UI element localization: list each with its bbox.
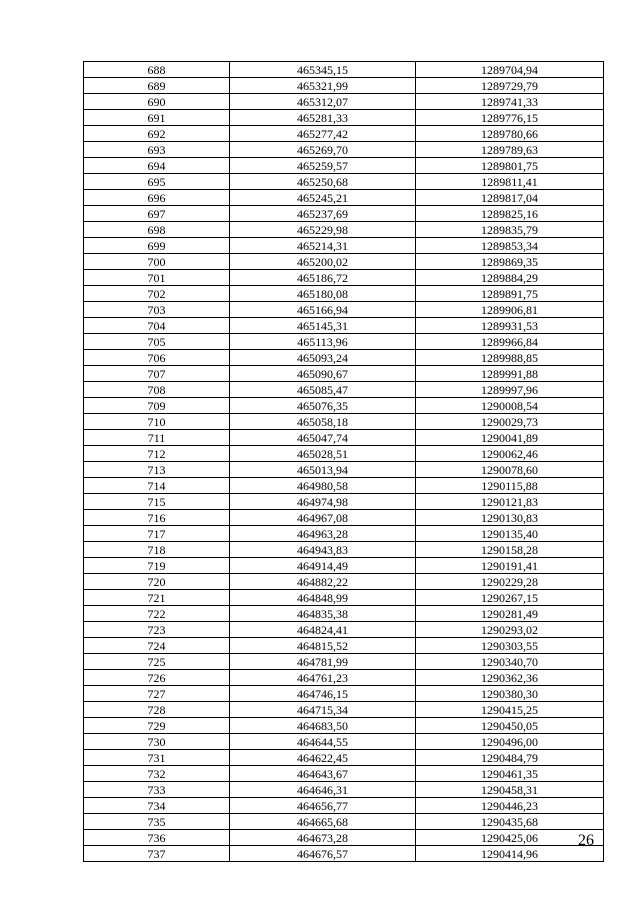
table-row [84, 478, 604, 494]
point-number-cell: 689 [84, 78, 230, 94]
table-row [84, 270, 604, 286]
table-row [84, 734, 604, 750]
x-coordinate-cell: 465345,15 [230, 62, 416, 78]
y-coordinate-cell: 1289817,04 [416, 190, 604, 206]
table-row [84, 238, 604, 254]
y-coordinate-cell: 1289884,29 [416, 270, 604, 286]
x-coordinate-cell: 464824,41 [230, 622, 416, 638]
y-coordinate-cell: 1290062,46 [416, 446, 604, 462]
y-coordinate-cell: 1289801,75 [416, 158, 604, 174]
y-coordinate-cell: 1289776,15 [416, 110, 604, 126]
x-coordinate-cell: 465076,35 [230, 398, 416, 414]
y-coordinate-cell: 1289825,16 [416, 206, 604, 222]
point-number-cell: 711 [84, 430, 230, 446]
y-coordinate-cell: 1289931,53 [416, 318, 604, 334]
table-row [84, 702, 604, 718]
table-row [84, 686, 604, 702]
x-coordinate-cell: 464835,38 [230, 606, 416, 622]
x-coordinate-cell: 465259,57 [230, 158, 416, 174]
table-row [84, 126, 604, 142]
y-coordinate-cell: 1290135,40 [416, 526, 604, 542]
x-coordinate-cell: 464622,45 [230, 750, 416, 766]
table-row [84, 318, 604, 334]
point-number-cell: 717 [84, 526, 230, 542]
table-row [84, 494, 604, 510]
y-coordinate-cell: 1290303,55 [416, 638, 604, 654]
point-number-cell: 692 [84, 126, 230, 142]
point-number-cell: 733 [84, 782, 230, 798]
x-coordinate-cell: 464715,34 [230, 702, 416, 718]
coordinates-table [83, 61, 604, 862]
x-coordinate-cell: 465269,70 [230, 142, 416, 158]
y-coordinate-cell: 1289789,63 [416, 142, 604, 158]
y-coordinate-cell: 1290267,15 [416, 590, 604, 606]
table-row [84, 414, 604, 430]
y-coordinate-cell: 1289811,41 [416, 174, 604, 190]
x-coordinate-cell: 464815,52 [230, 638, 416, 654]
y-coordinate-cell: 1289991,88 [416, 366, 604, 382]
coordinates-table-body [84, 62, 604, 862]
point-number-cell: 707 [84, 366, 230, 382]
table-row [84, 446, 604, 462]
table-row [84, 526, 604, 542]
y-coordinate-cell: 1290425,06 [416, 830, 604, 846]
y-coordinate-cell: 1290008,54 [416, 398, 604, 414]
y-coordinate-cell: 1290380,30 [416, 686, 604, 702]
y-coordinate-cell: 1290496,00 [416, 734, 604, 750]
table-row [84, 510, 604, 526]
point-number-cell: 705 [84, 334, 230, 350]
point-number-cell: 734 [84, 798, 230, 814]
point-number-cell: 732 [84, 766, 230, 782]
point-number-cell: 716 [84, 510, 230, 526]
table-row [84, 718, 604, 734]
y-coordinate-cell: 1290115,88 [416, 478, 604, 494]
point-number-cell: 708 [84, 382, 230, 398]
y-coordinate-cell: 1290121,83 [416, 494, 604, 510]
point-number-cell: 714 [84, 478, 230, 494]
x-coordinate-cell: 465281,33 [230, 110, 416, 126]
y-coordinate-cell: 1290041,89 [416, 430, 604, 446]
x-coordinate-cell: 465312,07 [230, 94, 416, 110]
y-coordinate-cell: 1290362,36 [416, 670, 604, 686]
x-coordinate-cell: 464848,99 [230, 590, 416, 606]
y-coordinate-cell: 1289741,33 [416, 94, 604, 110]
table-row [84, 94, 604, 110]
point-number-cell: 706 [84, 350, 230, 366]
x-coordinate-cell: 464646,31 [230, 782, 416, 798]
table-row [84, 158, 604, 174]
x-coordinate-cell: 465245,21 [230, 190, 416, 206]
table-row [84, 110, 604, 126]
y-coordinate-cell: 1289869,35 [416, 254, 604, 270]
table-row [84, 78, 604, 94]
point-number-cell: 696 [84, 190, 230, 206]
point-number-cell: 710 [84, 414, 230, 430]
y-coordinate-cell: 1290191,41 [416, 558, 604, 574]
x-coordinate-cell: 464967,08 [230, 510, 416, 526]
y-coordinate-cell: 1290414,96 [416, 846, 604, 862]
point-number-cell: 704 [84, 318, 230, 334]
y-coordinate-cell: 1289988,85 [416, 350, 604, 366]
x-coordinate-cell: 465145,31 [230, 318, 416, 334]
table-row [84, 206, 604, 222]
x-coordinate-cell: 464665,68 [230, 814, 416, 830]
y-coordinate-cell: 1290461,35 [416, 766, 604, 782]
point-number-cell: 697 [84, 206, 230, 222]
table-row [84, 286, 604, 302]
table-row [84, 606, 604, 622]
point-number-cell: 694 [84, 158, 230, 174]
y-coordinate-cell: 1290078,60 [416, 462, 604, 478]
y-coordinate-cell: 1290130,83 [416, 510, 604, 526]
table-row [84, 542, 604, 558]
point-number-cell: 736 [84, 830, 230, 846]
x-coordinate-cell: 464746,15 [230, 686, 416, 702]
point-number-cell: 693 [84, 142, 230, 158]
point-number-cell: 701 [84, 270, 230, 286]
point-number-cell: 728 [84, 702, 230, 718]
x-coordinate-cell: 464914,49 [230, 558, 416, 574]
y-coordinate-cell: 1289853,34 [416, 238, 604, 254]
point-number-cell: 700 [84, 254, 230, 270]
table-row [84, 782, 604, 798]
table-row [84, 750, 604, 766]
y-coordinate-cell: 1290450,05 [416, 718, 604, 734]
table-row [84, 462, 604, 478]
y-coordinate-cell: 1290415,25 [416, 702, 604, 718]
x-coordinate-cell: 464761,23 [230, 670, 416, 686]
x-coordinate-cell: 464656,77 [230, 798, 416, 814]
x-coordinate-cell: 465277,42 [230, 126, 416, 142]
x-coordinate-cell: 465085,47 [230, 382, 416, 398]
x-coordinate-cell: 464882,22 [230, 574, 416, 590]
table-row [84, 830, 604, 846]
point-number-cell: 690 [84, 94, 230, 110]
table-row [84, 334, 604, 350]
y-coordinate-cell: 1290446,23 [416, 798, 604, 814]
y-coordinate-cell: 1290484,79 [416, 750, 604, 766]
x-coordinate-cell: 464963,28 [230, 526, 416, 542]
point-number-cell: 720 [84, 574, 230, 590]
table-row [84, 670, 604, 686]
table-row [84, 62, 604, 78]
x-coordinate-cell: 465028,51 [230, 446, 416, 462]
point-number-cell: 718 [84, 542, 230, 558]
point-number-cell: 730 [84, 734, 230, 750]
table-row [84, 142, 604, 158]
point-number-cell: 731 [84, 750, 230, 766]
x-coordinate-cell: 464673,28 [230, 830, 416, 846]
point-number-cell: 719 [84, 558, 230, 574]
table-row [84, 622, 604, 638]
point-number-cell: 721 [84, 590, 230, 606]
y-coordinate-cell: 1289729,79 [416, 78, 604, 94]
point-number-cell: 688 [84, 62, 230, 78]
x-coordinate-cell: 464781,99 [230, 654, 416, 670]
point-number-cell: 726 [84, 670, 230, 686]
y-coordinate-cell: 1289780,66 [416, 126, 604, 142]
x-coordinate-cell: 465093,24 [230, 350, 416, 366]
table-row [84, 398, 604, 414]
y-coordinate-cell: 1290435,68 [416, 814, 604, 830]
point-number-cell: 735 [84, 814, 230, 830]
point-number-cell: 702 [84, 286, 230, 302]
y-coordinate-cell: 1290281,49 [416, 606, 604, 622]
x-coordinate-cell: 464943,83 [230, 542, 416, 558]
table-row [84, 190, 604, 206]
table-row [84, 798, 604, 814]
point-number-cell: 698 [84, 222, 230, 238]
page-number: 26 [578, 832, 594, 849]
point-number-cell: 712 [84, 446, 230, 462]
table-row [84, 574, 604, 590]
point-number-cell: 724 [84, 638, 230, 654]
x-coordinate-cell: 465013,94 [230, 462, 416, 478]
x-coordinate-cell: 465166,94 [230, 302, 416, 318]
x-coordinate-cell: 464974,98 [230, 494, 416, 510]
point-number-cell: 713 [84, 462, 230, 478]
table-row [84, 558, 604, 574]
point-number-cell: 715 [84, 494, 230, 510]
point-number-cell: 703 [84, 302, 230, 318]
y-coordinate-cell: 1289906,81 [416, 302, 604, 318]
point-number-cell: 691 [84, 110, 230, 126]
table-row [84, 254, 604, 270]
x-coordinate-cell: 465058,18 [230, 414, 416, 430]
table-row [84, 350, 604, 366]
point-number-cell: 737 [84, 846, 230, 862]
y-coordinate-cell: 1290229,28 [416, 574, 604, 590]
x-coordinate-cell: 465321,99 [230, 78, 416, 94]
point-number-cell: 725 [84, 654, 230, 670]
table-row [84, 590, 604, 606]
point-number-cell: 709 [84, 398, 230, 414]
y-coordinate-cell: 1290340,70 [416, 654, 604, 670]
y-coordinate-cell: 1289997,96 [416, 382, 604, 398]
x-coordinate-cell: 464643,67 [230, 766, 416, 782]
table-row [84, 382, 604, 398]
x-coordinate-cell: 464676,57 [230, 846, 416, 862]
y-coordinate-cell: 1289966,84 [416, 334, 604, 350]
x-coordinate-cell: 465047,74 [230, 430, 416, 446]
table-row [84, 174, 604, 190]
x-coordinate-cell: 464644,55 [230, 734, 416, 750]
y-coordinate-cell: 1290458,31 [416, 782, 604, 798]
table-row [84, 814, 604, 830]
x-coordinate-cell: 465113,96 [230, 334, 416, 350]
x-coordinate-cell: 464683,50 [230, 718, 416, 734]
table-row [84, 430, 604, 446]
table-row [84, 846, 604, 862]
y-coordinate-cell: 1290029,73 [416, 414, 604, 430]
table-row [84, 766, 604, 782]
point-number-cell: 722 [84, 606, 230, 622]
x-coordinate-cell: 465229,98 [230, 222, 416, 238]
x-coordinate-cell: 465090,67 [230, 366, 416, 382]
x-coordinate-cell: 465214,31 [230, 238, 416, 254]
y-coordinate-cell: 1289704,94 [416, 62, 604, 78]
point-number-cell: 699 [84, 238, 230, 254]
table-row [84, 638, 604, 654]
point-number-cell: 695 [84, 174, 230, 190]
x-coordinate-cell: 464980,58 [230, 478, 416, 494]
y-coordinate-cell: 1289835,79 [416, 222, 604, 238]
y-coordinate-cell: 1290158,28 [416, 542, 604, 558]
x-coordinate-cell: 465200,02 [230, 254, 416, 270]
table-row [84, 654, 604, 670]
x-coordinate-cell: 465180,08 [230, 286, 416, 302]
x-coordinate-cell: 465237,69 [230, 206, 416, 222]
table-row [84, 366, 604, 382]
y-coordinate-cell: 1289891,75 [416, 286, 604, 302]
x-coordinate-cell: 465186,72 [230, 270, 416, 286]
table-row [84, 302, 604, 318]
point-number-cell: 729 [84, 718, 230, 734]
y-coordinate-cell: 1290293,02 [416, 622, 604, 638]
table-row [84, 222, 604, 238]
point-number-cell: 723 [84, 622, 230, 638]
x-coordinate-cell: 465250,68 [230, 174, 416, 190]
point-number-cell: 727 [84, 686, 230, 702]
